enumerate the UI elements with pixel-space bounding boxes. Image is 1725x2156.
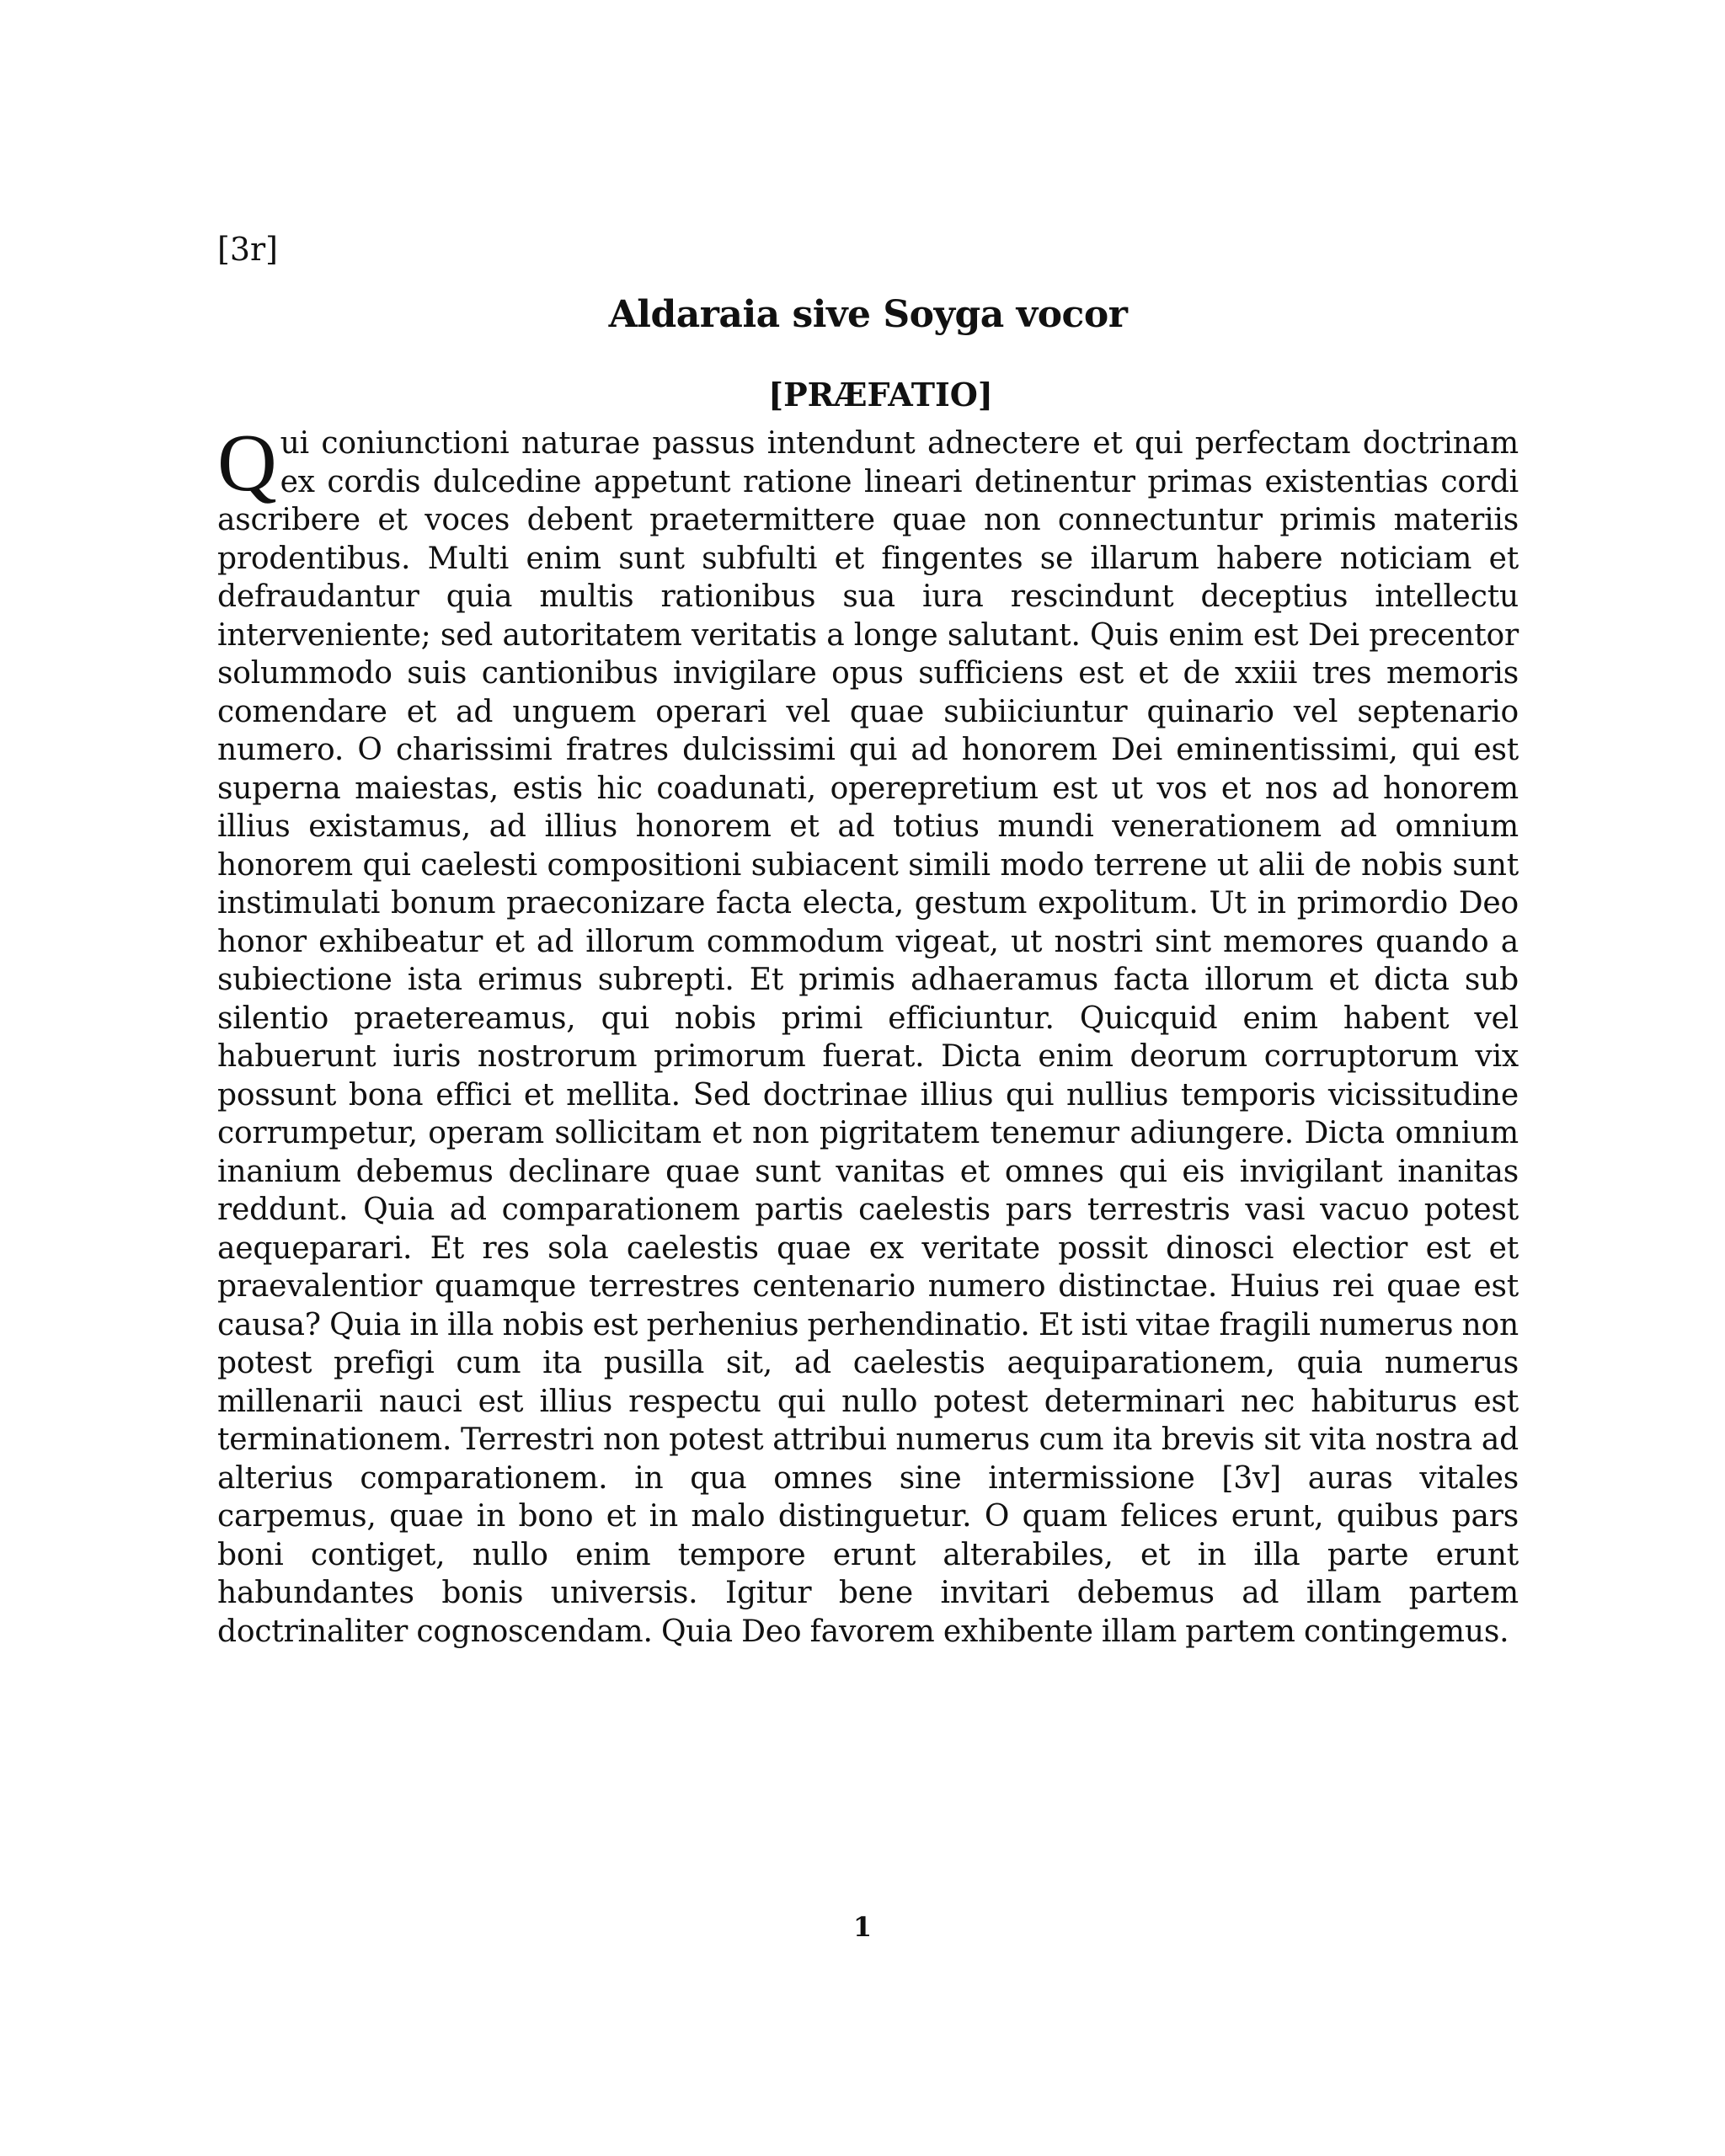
body-paragraph: [217, 418, 1519, 1651]
paragraph-text: ui coniunctioni naturae passus intendunt adnectere et qui perfectam doctrinam ex cordis dulcedine appetunt ratione lineari detinentur primas existentias cordi ascribere et voces debent praetermittere quae non connectuntur primis materiis prodentibus. Multi enim sunt subfulti et fingentes se illarum habere noticiam et defraudantur quia multis rationibus sua iura rescindunt deceptius intellectu interveniente; sed autoritatem veritatis a longe salutant. Quis enim est Dei precentor solummodo suis cantionibus invigilare opus sufficiens est et de xxiii tres memoris comendare et ad unguem operari vel quae subiiciuntur quinario vel septenario numero. O charissimi fratres dulcissimi qui ad honorem Dei eminentissimi, qui est superna maiestas, estis hic coadunati, operepretium est ut vos et nos ad honorem illius existamus, ad illius honorem et ad totius mundi venerationem ad omnium honorem qui caelesti compositioni subiacent simili modo terrene ut alii de nobis sunt instimulati bonum praeconizare facta electa, gestum expolitum. Ut in primordio Deo honor exhibeatur et ad illorum commodum vigeat, ut nostri sint memores quando a subiectione ista erimus subrepti. Et primis adhaeramus facta illorum et dicta sub silentio praetereamus, qui nobis primi efficiuntur. Quicquid enim habent vel habuerunt iuris nostrorum primorum fuerat. Dicta enim deorum corruptorum vix possunt bona effici et mellita. Sed doctrinae illius qui nullius temporis vicissitudine corrumpetur, operam sollicitam et non pigritatem tenemur adiungere. Dicta omnium inanium debemus declinare quae sunt vanitas et omnes qui eis invigilant inanitas reddunt. Quia ad comparationem partis caelestis pars terrestris vasi vacuo potest aequeparari. Et res sola caelestis quae ex veritate possit dinosci electior est et praevalentior quamque terrestres centenario numero distinctae. Huius rei quae est causa? Quia in illa nobis est perhenius perhendinatio. Et isti vitae fragili numerus non potest prefigi cum ita pusilla sit, ad caelestis aequiparationem, quia numerus millenarii nauci est illius respectu qui nullo potest determinari nec habiturus est terminationem. Terrestri non potest attribui numerus cum ita brevis sit vita nostra ad alterius comparationem. in qua omnes sine intermissione [3v] auras vitales carpemus, quae in bono et in malo distinguetur. O quam felices erunt, quibus pars boni contiget, nullo enim tempore erunt alterabiles, et in illa parte erunt habundantes bonis universis. Igitur bene invitari debemus ad illam partem doctrinaliter cognoscendam. Quia Deo favorem exhibente illam partem contingemus.: [217, 426, 1519, 1649]
drop-cap: Q: [217, 418, 277, 509]
folio-marker: [3r]: [217, 231, 278, 268]
page-title: Aldaraia sive Soyga vocor: [608, 293, 1128, 336]
section-heading: [PRÆFATIO]: [768, 376, 993, 414]
page-number: 1: [852, 1911, 873, 1943]
